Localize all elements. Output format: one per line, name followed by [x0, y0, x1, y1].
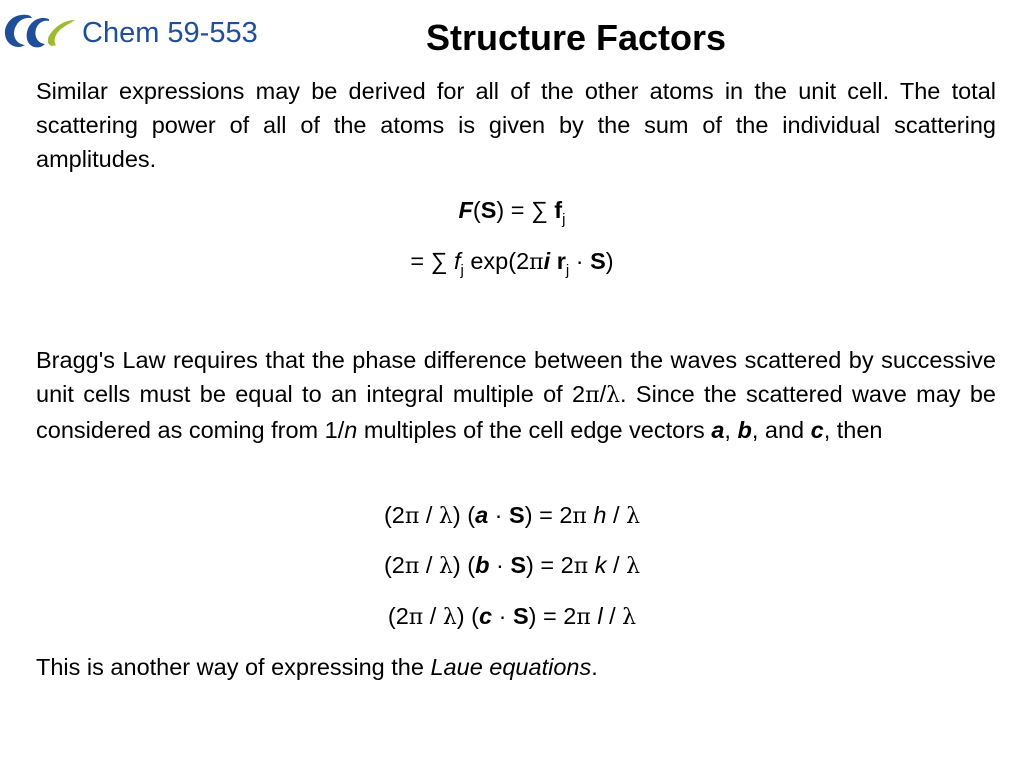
laue-a-open: (2	[383, 502, 405, 528]
eq1-F: F	[458, 197, 473, 223]
laue-b-slash: /	[419, 552, 439, 578]
closing-paragraph	[36, 650, 996, 684]
laue-a-slash: /	[419, 502, 439, 528]
p2-pi: π	[585, 383, 600, 408]
eq2-pi: π	[529, 250, 544, 275]
laue-c-slash2: /	[602, 603, 623, 629]
eq2-exp: exp(2	[463, 248, 530, 274]
laue-a-lambda: λ	[438, 504, 453, 529]
p2-n: n	[344, 417, 358, 443]
laue-b-open: (2	[383, 552, 405, 578]
laue-a-lambda2: λ	[626, 504, 641, 529]
structure-factor-equation	[0, 194, 1024, 226]
p2-lambda: λ	[606, 383, 621, 408]
structure-factor-expansion	[0, 245, 1024, 279]
laue-c-index: l	[597, 603, 603, 629]
laue-c-vec: c	[478, 603, 493, 629]
laue-b-vec: b	[475, 552, 490, 578]
eq1-open: (	[472, 197, 481, 223]
laue-b-pi: π	[404, 554, 420, 579]
laue-equation-b	[0, 549, 1024, 583]
p2-vec-c: c	[810, 417, 824, 443]
eq2-i: i	[543, 248, 551, 274]
laue-c-lambda2: λ	[622, 605, 637, 630]
laue-a-mid: ) (	[452, 502, 476, 528]
p2-text2: . Since the scattered wave may be considered as coming from 1/	[36, 381, 996, 443]
p3-text: This is another way of expressing the	[36, 654, 431, 680]
laue-b-lambda: λ	[438, 554, 453, 579]
laue-a-vec: a	[475, 502, 489, 528]
eq2-sub-j2: j	[565, 262, 570, 279]
p2-vec-a: a	[711, 417, 725, 443]
laue-b-dot: ·	[489, 552, 511, 578]
laue-b-index: k	[594, 552, 607, 578]
eq2-S: S	[590, 248, 606, 274]
laue-c-lambda: λ	[442, 605, 457, 630]
p3-laue-term: Laue equations	[430, 654, 592, 680]
eq1-sub-j: j	[562, 211, 566, 228]
eq2-f: f	[453, 248, 461, 274]
bragg-paragraph	[36, 343, 996, 447]
eq1-S: S	[480, 197, 497, 223]
laue-c-pi2: π	[576, 605, 591, 630]
p2-text1: Bragg's Law requires that the phase difference between the waves scattered by successive unit cells must be equal to an integral multiple of 2	[36, 347, 996, 407]
laue-a-index: h	[593, 502, 607, 528]
eq2-close: )	[605, 248, 614, 274]
p3-period: .	[591, 654, 598, 680]
eq2-dot: ·	[569, 248, 591, 274]
laue-a-dot: ·	[488, 502, 510, 528]
laue-b-eq: ) = 2	[526, 552, 574, 578]
laue-b-pi2: π	[573, 554, 589, 579]
laue-a-eq: ) = 2	[524, 502, 573, 528]
p2-then: , then	[823, 417, 883, 443]
laue-a-pi: π	[404, 504, 420, 529]
p2-slash: /	[599, 381, 607, 407]
laue-a-S: S	[509, 502, 525, 528]
p2-text3: multiples of the cell edge vectors	[357, 417, 712, 443]
laue-a-pi2: π	[572, 504, 587, 529]
eq2-sub-j: j	[460, 262, 464, 279]
intro-paragraph: Similar expressions may be derived for all of the other atoms in the unit cell. The total scattering power of all of the atoms is given by the sum of the individual scattering amplitudes.	[36, 78, 996, 172]
eq1-f: f	[554, 197, 563, 223]
slide-title: Structure Factors	[425, 17, 727, 58]
eq2-r: r	[556, 248, 566, 274]
eq2-start: = ∑	[410, 248, 454, 274]
laue-b-S: S	[510, 552, 527, 578]
course-code: Chem 59-553	[82, 17, 258, 49]
p2-vec-b: b	[737, 417, 752, 443]
laue-a-slash2: /	[606, 502, 627, 528]
laue-c-mid: ) (	[456, 603, 479, 629]
laue-c-S: S	[512, 603, 529, 629]
laue-c-slash: /	[423, 603, 443, 629]
laue-c-pi: π	[408, 605, 424, 630]
p2-and: , and	[751, 417, 811, 443]
laue-c-eq: ) = 2	[528, 603, 577, 629]
eq1-mid: ) = ∑	[496, 197, 555, 223]
laue-equation-c	[0, 600, 1024, 634]
laue-c-dot: ·	[492, 603, 513, 629]
laue-b-mid: ) (	[452, 552, 476, 578]
laue-b-lambda2: λ	[626, 554, 641, 579]
laue-b-slash2: /	[606, 552, 627, 578]
laue-equation-a	[0, 499, 1024, 533]
p2-comma1: ,	[724, 417, 738, 443]
laue-c-open: (2	[387, 603, 409, 629]
